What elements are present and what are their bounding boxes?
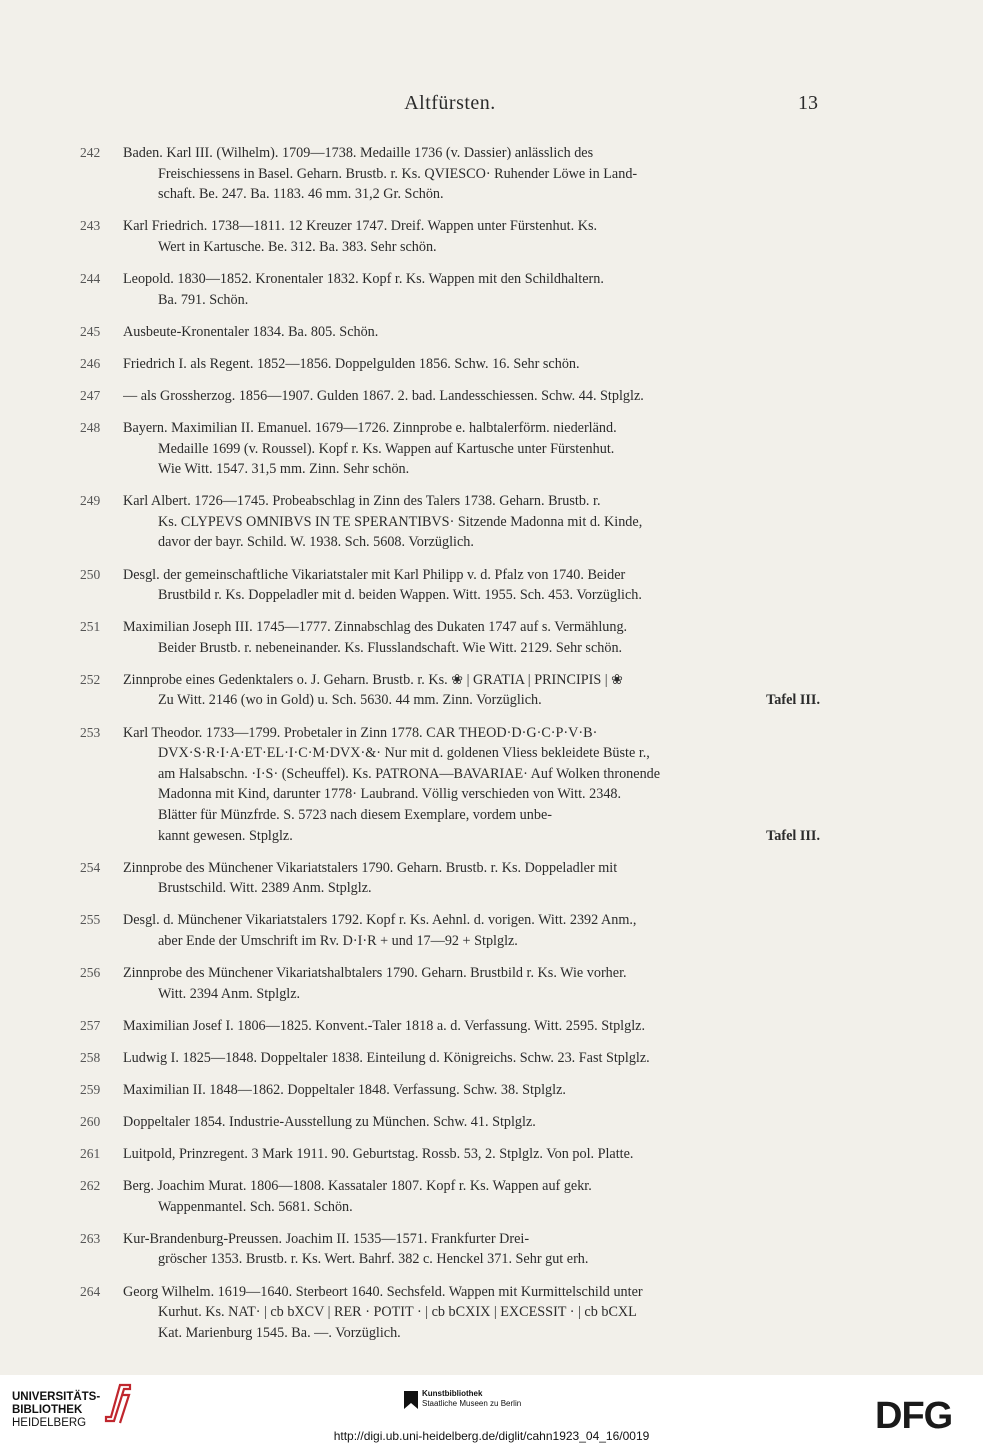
- entry-number: 263: [80, 1230, 101, 1246]
- catalog-entry: [80, 1048, 820, 1069]
- entry-number: 256: [80, 965, 101, 980]
- entry-number: 245: [80, 323, 101, 339]
- entry-number: 254: [80, 859, 101, 875]
- page-number: 13: [798, 92, 818, 114]
- ub-line-3: HEIDELBERG: [12, 1417, 87, 1429]
- ub-logo-icon: [102, 1381, 132, 1425]
- entry-line: Baden. Karl III. (Wilhelm). 1709—1738. Medaille 1736 (v. Dassier) anlässlich des: [123, 145, 594, 161]
- entry-line: Bayern. Maximilian II. Emanuel. 1679—1726. Zinnprobe e. halbtalerförm. niederländ.: [123, 419, 617, 436]
- entry-line: Karl Albert. 1726—1745. Probeabschlag in Zinn des Talers 1738. Geharn. Brustb. r.: [123, 493, 601, 510]
- entry-line: Freischiessens in Basel. Geharn. Brustb. r. Ks. QVIESCO· Ruhender Löwe in Land-: [158, 165, 638, 182]
- entry-line: Karl Friedrich. 1738—1811. 12 Kreuzer 1747. Dreif. Wappen unter Fürstenhut. Ks.: [123, 218, 598, 235]
- entry-number: 261: [80, 1146, 101, 1162]
- entry-line: Zinnprobe eines Gedenktalers o. J. Geharn. Brustb. r. Ks. ❀ | GRATIA | PRINCIPIS | ❀: [123, 671, 624, 688]
- entry-line: Wappenmantel. Sch. 5681. Schön.: [158, 1198, 353, 1215]
- entry-line: Zinnprobe des Münchener Vikariatshalbtalers 1790. Geharn. Brustbild r. Ks. Wie vorher.: [123, 965, 627, 981]
- page-title: Altfürsten.: [404, 92, 496, 114]
- entry-line: aber Ende der Umschrift im Rv. D·I·R + und 17—92 + Stplglz.: [158, 932, 518, 949]
- entry-number: 264: [80, 1283, 101, 1299]
- catalog-entry: [80, 491, 820, 553]
- entry-line: davor der bayr. Schild. W. 1938. Sch. 5608. Vorzüglich.: [158, 534, 474, 551]
- entry-line: Brustschild. Witt. 2389 Anm. Stplglz.: [158, 880, 372, 897]
- plate-reference: Tafel III.: [766, 692, 820, 709]
- catalog-entry: [80, 910, 820, 951]
- entry-line: Madonna mit Kind, darunter 1778· Laubrand. Völlig verschieden von Witt. 2348.: [158, 786, 622, 803]
- ub-line-1: UNIVERSITÄTS-: [12, 1391, 101, 1403]
- entry-line: Desgl. d. Münchener Vikariatstalers 1792. Kopf r. Ks. Aehnl. d. vorigen. Witt. 2392 Anm.,: [123, 912, 637, 929]
- catalog-entry: [80, 354, 820, 375]
- entry-line: Friedrich I. als Regent. 1852—1856. Doppelgulden 1856. Schw. 16. Sehr schön.: [123, 355, 580, 372]
- entry-line: Georg Wilhelm. 1619—1640. Sterbeort 1640. Sechsfeld. Wappen mit Kurmittelschild unter: [123, 1283, 643, 1300]
- footer-bar: [0, 1375, 983, 1445]
- entry-line: kannt gewesen. Stplglz.: [158, 827, 293, 844]
- entry-line: Zinnprobe des Münchener Vikariatstalers 1790. Geharn. Brustb. r. Ks. Doppeladler mit: [123, 859, 618, 876]
- entry-number: 253: [80, 724, 101, 740]
- catalog-entry: [80, 670, 820, 711]
- catalog-entry: [80, 216, 820, 257]
- entry-number: 244: [80, 270, 101, 286]
- entry-line: Brustbild r. Ks. Doppeladler mit d. beiden Wappen. Witt. 1955. Sch. 453. Vorzüglich.: [158, 587, 642, 604]
- catalog-entry: [80, 1229, 820, 1270]
- entry-line: Kur-Brandenburg-Preussen. Joachim II. 1535—1571. Frankfurter Drei-: [123, 1230, 530, 1247]
- source-url-link[interactable]: http://digi.ub.uni-heidelberg.de/diglit/cahn1923_04_16/0019: [333, 1429, 650, 1443]
- dfg-logo[interactable]: DFG: [875, 1395, 953, 1437]
- page-header: [80, 92, 820, 122]
- entry-line: Maximilian Joseph III. 1745—1777. Zinnabschlag des Dukaten 1747 auf s. Vermählung.: [123, 619, 628, 636]
- entry-number: 249: [80, 493, 101, 509]
- catalog-entry: [80, 963, 820, 1004]
- catalog-entry: [80, 1282, 820, 1344]
- catalog-entry: [80, 1016, 820, 1037]
- entry-line: Zu Witt. 2146 (wo in Gold) u. Sch. 5630. 44 mm. Zinn. Vorzüglich.: [158, 692, 542, 709]
- entry-line: Doppeltaler 1854. Industrie-Ausstellung zu München. Schw. 41. Stplglz.: [123, 1113, 536, 1130]
- catalog-entry: [80, 269, 820, 310]
- kunstbibliothek-logo-icon: [404, 1391, 418, 1409]
- entry-line: Maximilian II. 1848—1862. Doppeltaler 1848. Verfassung. Schw. 38. Stplglz.: [123, 1081, 566, 1098]
- ub-line-2: BIBLIOTHEK: [12, 1404, 83, 1416]
- catalog-entry: [80, 858, 820, 899]
- plate-reference: Tafel III.: [766, 827, 820, 844]
- entry-line: Luitpold, Prinzregent. 3 Mark 1911. 90. Geburtstag. Rossb. 53, 2. Stplglz. Von pol. Platte.: [123, 1146, 634, 1163]
- kunstbibliothek-text[interactable]: [422, 1389, 521, 1409]
- entry-line: Desgl. der gemeinschaftliche Vikariatstaler mit Karl Philipp v. d. Pfalz von 1740. Beider: [123, 566, 626, 583]
- entry-line: Medaille 1699 (v. Roussel). Kopf r. Ks. Wappen auf Kartusche unter Fürstenhut.: [158, 440, 615, 457]
- entry-number: 262: [80, 1178, 101, 1194]
- entry-line: Witt. 2394 Anm. Stplglz.: [158, 985, 301, 1002]
- entry-number: 247: [80, 387, 101, 403]
- entry-line: am Halsabschn. ·I·S· (Scheuffel). Ks. PATRONA—BAVARIAE· Auf Wolken thronende: [158, 765, 661, 782]
- entry-line: Ludwig I. 1825—1848. Doppeltaler 1838. Einteilung d. Königreichs. Schw. 23. Fast Stplglz.: [123, 1049, 650, 1066]
- entry-line: Wert in Kartusche. Be. 312. Ba. 383. Sehr schön.: [158, 238, 437, 255]
- entry-number: 252: [80, 671, 101, 687]
- catalog-entry: [80, 386, 820, 407]
- catalog-entries: [80, 143, 820, 1355]
- entry-line: DVX·S·R·I·A·ET·EL·I·C·M·DVX·&· Nur mit d. goldenen Vliess bekleidete Büste r.,: [158, 745, 650, 762]
- entry-number: 255: [80, 912, 101, 928]
- entry-number: 257: [80, 1017, 101, 1033]
- entry-line: Ks. CLYPEVS OMNIBVS IN TE SPERANTIBVS· Sitzende Madonna mit d. Kinde,: [158, 513, 643, 530]
- entry-line: Ausbeute-Kronentaler 1834. Ba. 805. Schön.: [123, 323, 379, 340]
- catalog-entry: [80, 723, 820, 847]
- catalog-entry: [80, 1112, 820, 1133]
- catalog-entry: [80, 1080, 820, 1101]
- catalog-entry: [80, 418, 820, 480]
- entry-number: 251: [80, 619, 101, 635]
- entry-number: 259: [80, 1081, 101, 1097]
- entry-number: 246: [80, 355, 101, 371]
- entry-number: 250: [80, 566, 101, 582]
- entry-line: Kurhut. Ks. NAT· | cb bXCV | RER · POTIT · | cb bCXIX | EXCESSIT · | cb bCXL: [158, 1304, 637, 1321]
- entry-number: 258: [80, 1049, 101, 1065]
- entry-line: Karl Theodor. 1733—1799. Probetaler in Zinn 1778. CAR THEOD·D·G·C·P·V·B·: [123, 724, 598, 741]
- entry-line: — als Grossherzog. 1856—1907. Gulden 1867. 2. bad. Landesschiessen. Schw. 44. Stplglz.: [123, 387, 644, 404]
- kb-line-1: Kunstbibliothek: [422, 1389, 483, 1398]
- catalog-entry: [80, 1144, 820, 1165]
- entry-line: Berg. Joachim Murat. 1806—1808. Kassataler 1807. Kopf r. Ks. Wappen auf gekr.: [123, 1178, 592, 1195]
- kb-line-2: Staatliche Museen zu Berlin: [422, 1399, 522, 1408]
- catalog-entry: [80, 617, 820, 658]
- entry-line: schaft. Be. 247. Ba. 1183. 46 mm. 31,2 Gr. Schön.: [158, 186, 444, 203]
- entry-number: 243: [80, 218, 101, 234]
- entry-number: 260: [80, 1113, 101, 1129]
- entry-line: Maximilian Josef I. 1806—1825. Konvent.-Taler 1818 a. d. Verfassung. Witt. 2595. Stplglz.: [123, 1017, 645, 1034]
- entry-number: 242: [80, 145, 101, 160]
- catalog-entry: [80, 565, 820, 606]
- catalog-entry: [80, 143, 820, 205]
- entry-line: Blätter für Münzfrde. S. 5723 nach diesem Exemplare, vordem unbe-: [158, 806, 552, 823]
- entry-line: Wie Witt. 1547. 31,5 mm. Zinn. Sehr schön.: [158, 461, 410, 478]
- catalog-entry: [80, 322, 820, 343]
- entry-line: Leopold. 1830—1852. Kronentaler 1832. Kopf r. Ks. Wappen mit den Schildhaltern.: [123, 270, 604, 287]
- entry-line: gröscher 1353. Brustb. r. Ks. Wert. Bahrf. 382 c. Henckel 371. Sehr gut erh.: [158, 1251, 589, 1268]
- catalog-entry: [80, 1176, 820, 1217]
- entry-line: Ba. 791. Schön.: [158, 291, 249, 308]
- entry-number: 248: [80, 419, 101, 435]
- entry-line: Beider Brustb. r. nebeneinander. Ks. Flusslandschaft. Wie Witt. 2129. Sehr schön.: [158, 639, 623, 656]
- entry-line: Kat. Marienburg 1545. Ba. —. Vorzüglich.: [158, 1324, 401, 1341]
